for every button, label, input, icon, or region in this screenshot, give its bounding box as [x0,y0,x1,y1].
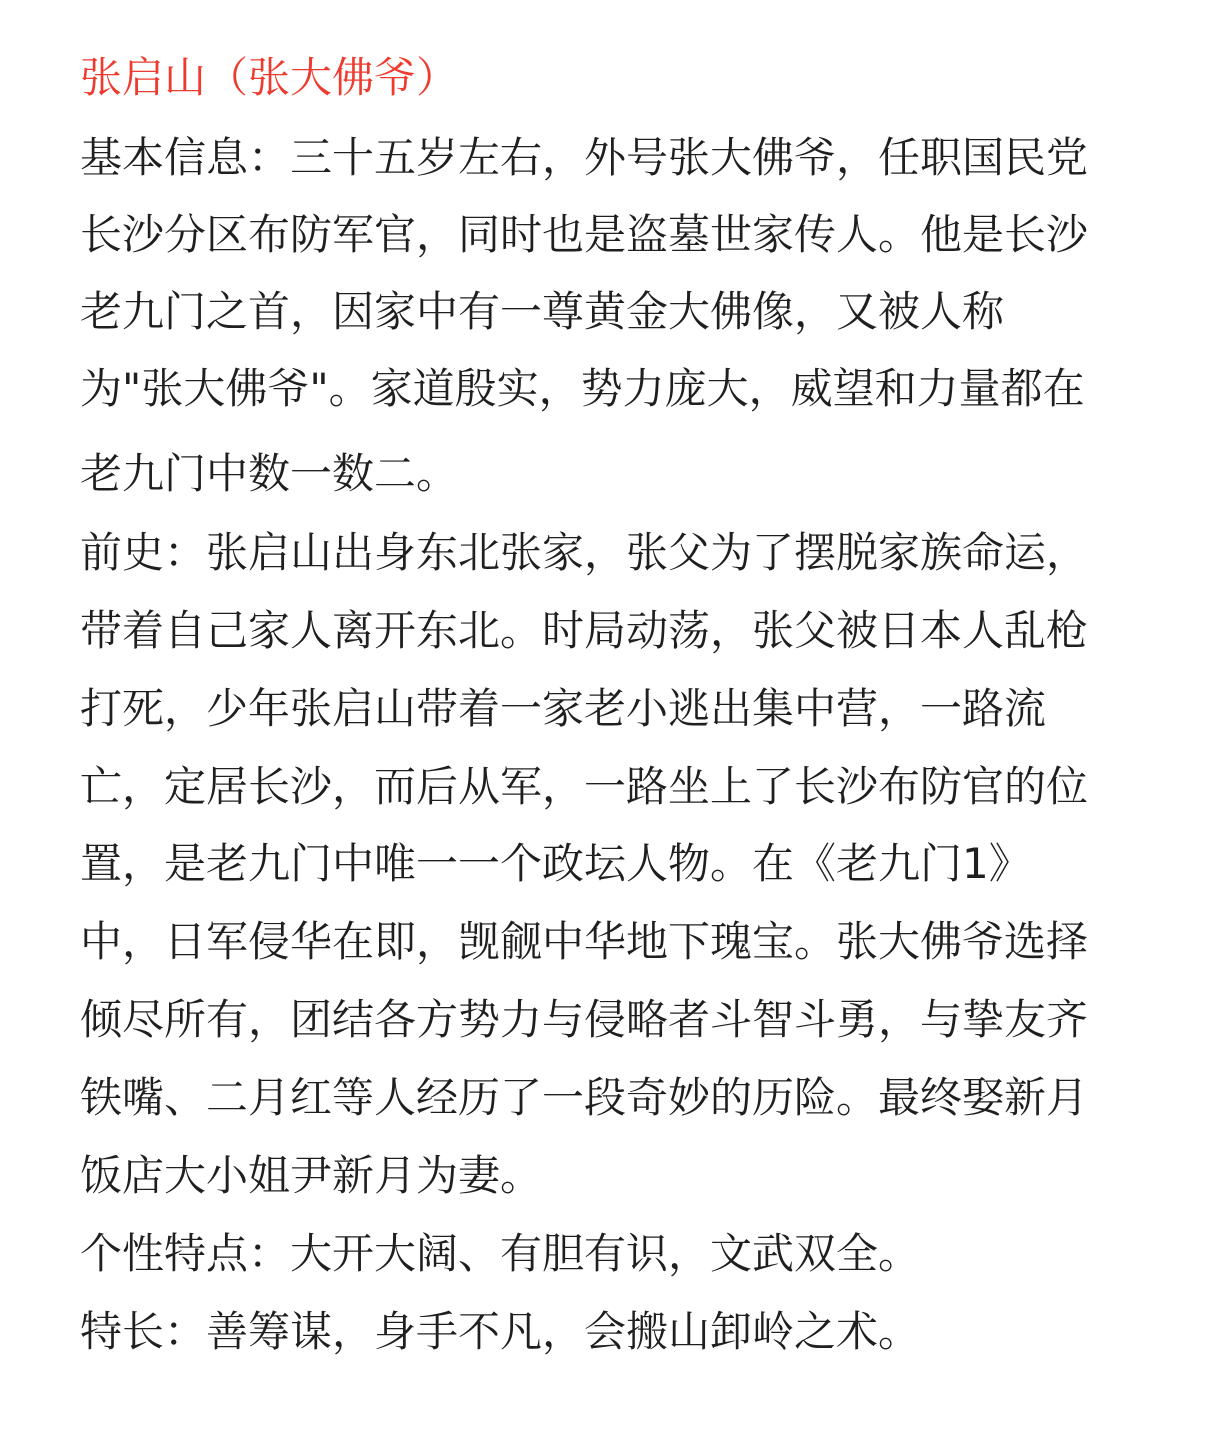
specialty-line: 特长：善筹谋，身手不凡，会搬山卸岭之术。 [80,1307,921,1356]
basic-info-line-2: 长沙分区布防军官，同时也是盗墓世家传人。他是长沙 [80,210,1089,259]
history-line-4: 亡，定居长沙，而后从军，一路坐上了长沙布防官的位 [80,762,1089,811]
basic-info-line-1: 基本信息：三十五岁左右，外号张大佛爷，任职国民党 [80,133,1089,182]
basic-info-line-5: 老九门中数一数二。 [80,449,459,498]
history-line-9: 饭店大小姐尹新月为妻。 [80,1151,543,1200]
history-line-5: 置，是老九门中唯一一个政坛人物。在《老九门1》 [80,839,1031,888]
history-line-1: 前史：张启山出身东北张家，张父为了摆脱家族命运， [80,528,1089,577]
history-line-6: 中，日军侵华在即，觊觎中华地下瑰宝。张大佛爷选择 [80,917,1089,966]
personality-line: 个性特点：大开大阔、有胆有识，文武双全。 [80,1229,921,1278]
history-line-8: 铁嘴、二月红等人经历了一段奇妙的历险。最终娶新月 [80,1073,1089,1122]
basic-info-line-4: 为"张大佛爷"。家道殷实，势力庞大，威望和力量都在 [80,364,1085,413]
history-line-3: 打死，少年张启山带着一家老小逃出集中营，一路流 [80,684,1047,733]
history-line-2: 带着自己家人离开东北。时局动荡，张父被日本人乱枪 [80,606,1089,655]
character-title: 张启山（张大佛爷） [80,53,459,102]
history-line-7: 倾尽所有，团结各方势力与侵略者斗智斗勇，与挚友齐 [80,995,1089,1044]
basic-info-line-3: 老九门之首，因家中有一尊黄金大佛像，又被人称 [80,287,1005,336]
